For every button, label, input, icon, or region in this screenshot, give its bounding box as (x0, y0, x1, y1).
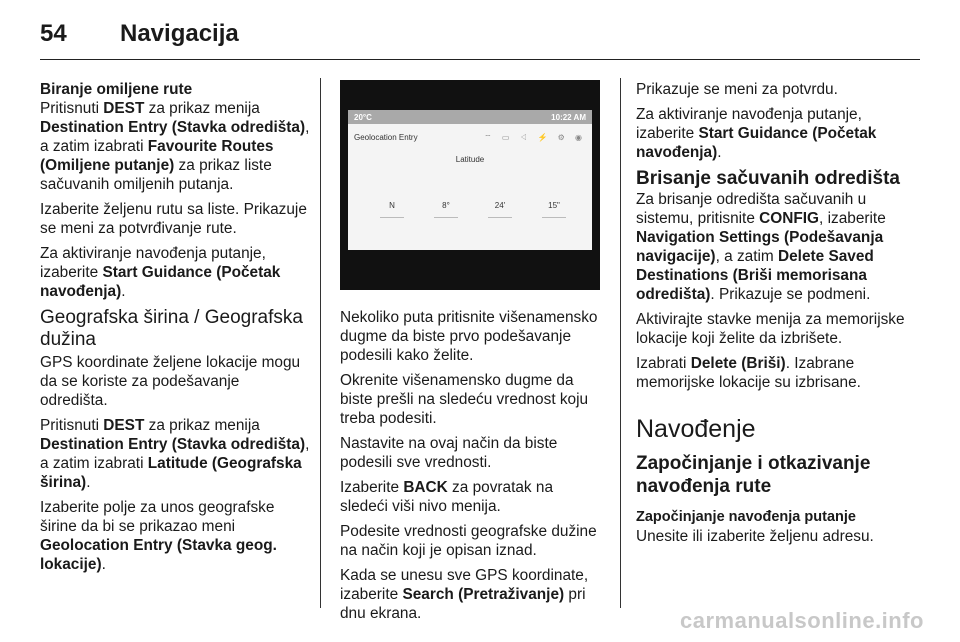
section-heading-delete-destinations: Brisanje sačuvanih odredišta (636, 168, 900, 189)
screen-temperature: 20°C (354, 112, 372, 122)
coordinate-degrees: 8° (434, 196, 458, 218)
paragraph: Prikazuje se meni za potvrdu. (636, 81, 838, 98)
screen-coordinate-values (380, 196, 566, 218)
column-divider-1 (320, 78, 321, 608)
paragraph: Za aktiviranje navođenja putanje, izaberite Start Guidance (Početak navođenja). (40, 245, 281, 300)
column-2 (340, 80, 605, 629)
screen-title: Geolocation Entry (354, 133, 418, 142)
infotainment-screenshot (340, 80, 600, 290)
coordinate-direction: N (380, 196, 404, 218)
screen-field-label: Latitude (455, 155, 485, 164)
coordinate-minutes: 24' (488, 196, 512, 218)
paragraph: Izabrati Delete (Briši). Izabrane memorijske lokacije su izbrisane. (636, 355, 861, 391)
header-divider (40, 59, 920, 60)
paragraph: Kada se unesu sve GPS koordinate, izaberite Search (Pretraživanje) pri dnu ekrana. (340, 567, 589, 622)
watermark: carmanualsonline.info (680, 608, 924, 633)
screen-status-icons: ⌔ ▭ ◁ ⚡ ⚙ ◉ (484, 133, 586, 142)
screen-clock: 10:22 AM (551, 112, 586, 122)
paragraph: Unesite ili izaberite željenu adresu. (636, 528, 874, 545)
paragraph: Izaberite polje za unos geografske širine da bi se prikazao meni Geolocation Entry (Stavka geog. lokacije). (40, 499, 277, 573)
paragraph: GPS koordinate željene lokacije mogu da se koriste za podešavanje odredišta. (40, 354, 301, 409)
chapter-title: Navigacija (120, 20, 239, 47)
paragraph: Pritisnuti DEST za prikaz menija Destination Entry (Stavka odredišta), a zatim izabrati Favourite Routes (Omiljene putanje) za prikaz liste sačuvanih omiljenih putanja. (40, 100, 310, 193)
paragraph: Izaberite željenu rutu sa liste. Prikazuje se meni za potvrđivanje rute. (40, 201, 307, 237)
paragraph: Okrenite višenamensko dugme da biste prešli na sledeću vrednost koju treba podesiti. (340, 372, 589, 427)
section-heading-guidance: Navođenje (636, 415, 756, 443)
paragraph: Pritisnuti DEST za prikaz menija Destination Entry (Stavka odredišta), a zatim izabrati Latitude (Geografska širina). (40, 417, 310, 491)
column-divider-2 (620, 78, 621, 608)
paragraph: Nastavite na ovaj način da biste podesili sve vrednosti. (340, 435, 558, 471)
paragraph: Za brisanje odredišta sačuvanih u sistemu, pritisnite CONFIG, izaberite Navigation Settings (Podešavanja navigacije), a zatim Delete Saved Destinations (Briši memorisana odredišta). Prikazuje se podmeni. (636, 191, 886, 303)
subsection-heading-start-guidance: Započinjanje navođenja putanje (636, 509, 856, 525)
column-3 (636, 80, 921, 552)
paragraph: Za aktiviranje navođenja putanje, izaberite Start Guidance (Početak navođenja). (636, 106, 877, 161)
subsection-heading-start-cancel: Započinjanje i otkazivanje navođenja rute (636, 453, 871, 497)
paragraph: Podesite vrednosti geografske dužine na način koji je opisan iznad. (340, 523, 597, 559)
page-header (40, 14, 239, 54)
section-heading-favourite-routes: Biranje omiljene rute (40, 81, 193, 98)
screen-status-bar (348, 110, 592, 124)
paragraph: Izaberite BACK za povratak na sledeći viši nivo menija. (340, 479, 554, 515)
paragraph: Aktivirajte stavke menija za memorijske lokacije koji želite da izbrišete. (636, 311, 905, 347)
column-1 (40, 80, 310, 580)
coordinate-seconds: 15" (542, 196, 566, 218)
paragraph: Nekoliko puta pritisnite višenamensko dugme da biste prvo podešavanje podesili kako želite. (340, 309, 598, 364)
section-heading-latitude-longitude: Geografska širina / Geografska dužina (40, 307, 303, 350)
page-number: 54 (40, 20, 67, 47)
